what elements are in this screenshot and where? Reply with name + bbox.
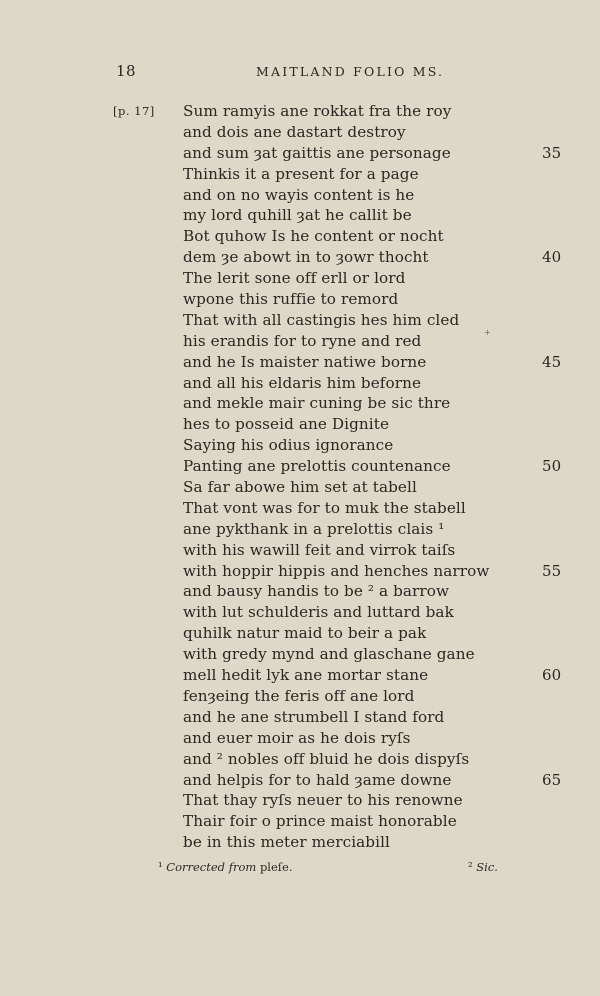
line-number: 40 (542, 248, 562, 267)
poem-line (183, 770, 563, 791)
poem-line-text: and bausy handis to be ² a barrow (183, 582, 450, 601)
poem-line (183, 456, 563, 477)
poem-line-text: and euer moir as he dois ryſs (183, 728, 411, 747)
line-number: 60 (542, 666, 562, 685)
poem-line (183, 185, 563, 206)
poem-line (183, 602, 563, 623)
poem-line-text: and on no wayis content is he (183, 185, 415, 204)
poem-line (183, 352, 563, 373)
poem-line (183, 665, 563, 686)
line-number: 55 (542, 561, 562, 580)
poem-line-text: ane pykthank in a prelottis clais ¹ (183, 519, 445, 538)
poem-line-text: That with all castingis hes him cled (183, 310, 460, 329)
manuscript-page-reference: [p. 17] (113, 104, 155, 118)
footnote-1-text: pleſe. (259, 860, 293, 874)
poem-line (183, 477, 563, 498)
poem-line (183, 122, 563, 143)
line-number: 45 (542, 352, 562, 371)
poem-line-text: and he Is maister natiwe borne (183, 352, 427, 371)
poem-line (183, 519, 563, 540)
poem-line-text: dem ȝe abowt in to ȝowr thocht (183, 248, 429, 267)
poem-line (183, 498, 563, 519)
poem-line (183, 205, 563, 226)
poem-line (183, 143, 563, 164)
poem-line-text: The lerit sone off erll or lord (183, 269, 406, 288)
footnote-1-marker: ¹ (158, 860, 163, 874)
poem-line-text: hes to posseid ane Dignite (183, 415, 390, 434)
poem-line-text: and mekle mair cuning be sic thre (183, 394, 451, 413)
poem-text-block (183, 101, 563, 853)
poem-line (183, 435, 563, 456)
poem-line-text: be in this meter merciabill (183, 833, 390, 852)
poem-line (183, 811, 563, 832)
poem-line-text: Sum ramyis ane rokkat fra the roy (183, 102, 452, 120)
poem-line (183, 623, 563, 644)
poem-line-text: with his wawill feit and virrok taiſs (183, 540, 456, 559)
poem-line-text: That vont was for to muk the stabell (183, 498, 466, 517)
poem-line (183, 373, 563, 394)
poem-line-text: with hoppir hippis and henches narrow (183, 561, 490, 580)
poem-line-text: and ² nobles off bluid he dois dispyſs (183, 749, 470, 768)
poem-line-text: Sa far abowe him set at tabell (183, 478, 417, 497)
line-number: 35 (542, 143, 562, 162)
poem-line (183, 289, 563, 310)
running-header-title: MAITLAND FOLIO MS. (256, 64, 445, 79)
poem-line-text: Thair foir o prince maist honorable (183, 812, 457, 831)
poem-line (183, 414, 563, 435)
poem-line-text: That thay ryſs neuer to his renowne (183, 791, 463, 810)
footnote-1 (158, 860, 293, 874)
poem-line (183, 247, 563, 268)
poem-line (183, 749, 563, 770)
paper-speck: + (484, 328, 491, 337)
poem-line (183, 310, 563, 331)
poem-line-text: Saying his odius ignorance (183, 436, 394, 455)
poem-line (183, 707, 563, 728)
footnote-2-label: Sic. (476, 860, 498, 874)
footnote-2 (468, 860, 498, 874)
poem-line (183, 540, 563, 561)
poem-line-text: with gredy mynd and glaschane gane (183, 645, 475, 664)
poem-line (183, 832, 563, 853)
poem-line-text: and he ane strumbell I stand ford (183, 707, 445, 726)
poem-line (183, 268, 563, 289)
poem-line-text: and all his eldaris him beforne (183, 373, 422, 392)
poem-line (183, 164, 563, 185)
poem-line (183, 226, 563, 247)
poem-line (183, 393, 563, 414)
poem-line (183, 561, 563, 582)
poem-line-text: Thinkis it a present for a page (183, 164, 419, 183)
poem-line-text: my lord quhill ȝat he callit be (183, 206, 412, 225)
poem-line-text: and sum ȝat gaittis ane personage (183, 143, 451, 162)
footnote-2-marker: ² (468, 860, 473, 874)
poem-line (183, 644, 563, 665)
poem-line-text: Bot quhow Is he content or nocht (183, 227, 444, 246)
poem-line (183, 790, 563, 811)
footnote-1-label: Corrected from (166, 860, 257, 874)
page-number: 18 (116, 62, 137, 80)
line-number: 50 (542, 457, 562, 476)
poem-line-text: fenȝeing the feris off ane lord (183, 686, 415, 705)
poem-line-text: with lut schulderis and luttard bak (183, 603, 454, 622)
poem-line-text: and helpis for to hald ȝame downe (183, 770, 452, 789)
poem-line-text: Panting ane prelottis countenance (183, 457, 451, 476)
poem-line (183, 686, 563, 707)
poem-line-text: and dois ane dastart destroy (183, 122, 406, 141)
poem-line-text: mell hedit lyk ane mortar stane (183, 666, 429, 685)
poem-line (183, 581, 563, 602)
poem-line (183, 101, 563, 122)
poem-line-text: wpone this ruffie to remord (183, 290, 399, 309)
poem-line-text: his erandis for to ryne and red (183, 331, 422, 350)
poem-line (183, 331, 563, 352)
poem-line-text: quhilk natur maid to beir a pak (183, 624, 427, 643)
line-number: 65 (542, 770, 562, 789)
poem-line (183, 728, 563, 749)
